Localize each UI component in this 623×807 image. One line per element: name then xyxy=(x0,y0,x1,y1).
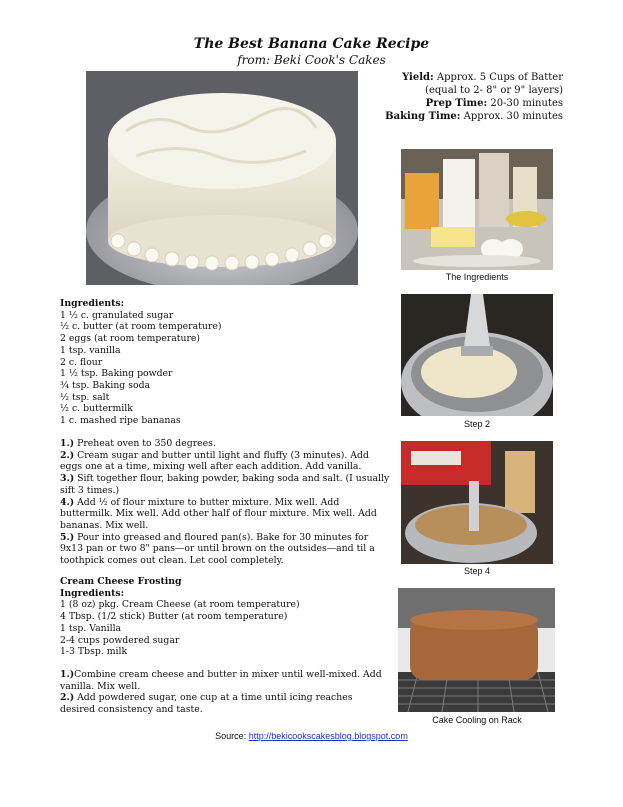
prep-value: 20-30 minutes xyxy=(490,98,563,109)
step-item xyxy=(60,669,390,692)
frosting-steps-block xyxy=(60,669,390,716)
frosted-cake-illustration xyxy=(86,71,358,285)
step4-photo xyxy=(401,441,553,564)
frosted-cake-photo xyxy=(86,71,358,285)
yield-value: Approx. 5 Cups of Batter xyxy=(436,72,563,83)
bake-line xyxy=(343,110,563,123)
ingredient-item: 2-4 cups powdered sugar xyxy=(60,634,180,646)
step-number: 1.) xyxy=(60,669,75,680)
ingredient-item: 1 (8 oz) pkg. Cream Cheese (at room temperature) xyxy=(60,599,300,611)
prep-line xyxy=(343,97,563,110)
step-item xyxy=(60,497,390,532)
step4-caption: Step 4 xyxy=(463,566,491,576)
ingredient-item: 1-3 Tbsp. milk xyxy=(60,646,128,658)
step-text: Pour into greased and floured pan(s). Bake for 30 minutes for 9x13 pan or two 8" pans—or until brown on the outsides—and til a toothpick comes out clean. Let cool completely. xyxy=(60,531,375,567)
ingredient-item: ¾ tsp. Baking soda xyxy=(60,379,151,391)
mixing-butter-illustration xyxy=(401,294,553,416)
source-label: Source: xyxy=(215,731,247,741)
cooling-photo xyxy=(398,588,555,712)
recipe-meta xyxy=(343,71,563,123)
step-item xyxy=(60,450,390,473)
bake-value: Approx. 30 minutes xyxy=(463,111,563,122)
recipe-subtitle: from: Beki Cook's Cakes xyxy=(237,53,386,67)
step-number: 4.) xyxy=(60,496,75,508)
ingredient-item: 1 ½ c. granulated sugar xyxy=(60,309,174,321)
yield-label: Yield: xyxy=(402,72,434,83)
step-number: 2.) xyxy=(60,449,75,461)
bake-label: Baking Time: xyxy=(385,111,461,122)
step-text: Combine cream cheese and butter in mixer until well-mixed. Add vanilla. Mix well. xyxy=(60,669,382,692)
frosting-ingredients-heading: Ingredients: xyxy=(60,587,125,599)
ingredients-caption: The Ingredients xyxy=(445,272,509,282)
ingredient-item: 1 tsp. Vanilla xyxy=(60,622,122,634)
yield-line xyxy=(343,71,563,84)
step-number: 1.) xyxy=(60,438,75,449)
ingredient-item: ½ c. buttermilk xyxy=(60,403,133,415)
frosting-ingredients-block xyxy=(60,576,390,658)
step-number: 5.) xyxy=(60,531,75,543)
cooling-caption: Cake Cooling on Rack xyxy=(432,715,522,725)
ingredients-photo xyxy=(401,149,553,270)
ingredient-item: ½ c. butter (at room temperature) xyxy=(60,321,222,333)
ingredient-item: 1 c. mashed ripe bananas xyxy=(60,415,181,427)
step2-caption: Step 2 xyxy=(463,419,491,429)
ingredient-item: 2 c. flour xyxy=(60,356,103,368)
step-item xyxy=(60,438,390,450)
mixer-batter-illustration xyxy=(401,441,553,564)
step-item xyxy=(60,692,390,715)
cake-steps-block xyxy=(60,438,390,567)
prep-label: Prep Time: xyxy=(425,98,488,109)
step-text: Cream sugar and butter until light and fluffy (3 minutes). Add eggs one at a time, mixing well after each addition. Add vanilla. xyxy=(60,449,369,473)
ingredient-item: 1 ½ tsp. Baking powder xyxy=(60,368,173,380)
frosting-heading: Cream Cheese Frosting xyxy=(60,576,182,587)
ingredient-item: 4 Tbsp. (1/2 stick) Butter (at room temperature) xyxy=(60,611,288,623)
ingredient-item: ½ tsp. salt xyxy=(60,391,110,403)
step-number: 3.) xyxy=(60,473,75,485)
cake-cooling-illustration xyxy=(398,588,555,712)
ingredient-item: 2 eggs (at room temperature) xyxy=(60,333,201,345)
ingredients-illustration xyxy=(401,149,553,270)
step-text: Add powdered sugar, one cup at a time until icing reaches desired consistency and taste. xyxy=(60,692,353,716)
cake-ingredients-heading: Ingredients: xyxy=(60,298,125,309)
step-number: 2.) xyxy=(60,692,75,704)
step-item xyxy=(60,532,390,567)
cake-ingredients-block xyxy=(60,298,390,427)
source-link[interactable]: http://bekicookscakesblog.blogspot.com xyxy=(248,731,408,741)
step-text: Sift together flour, baking powder, baking soda and salt. (I usually sift 3 times.) xyxy=(60,473,390,496)
recipe-title: The Best Banana Cake Recipe xyxy=(193,36,430,52)
ingredient-item: 1 tsp. vanilla xyxy=(60,344,121,356)
step-item xyxy=(60,473,390,496)
step-text: Add ½ of flour mixture to butter mixture. Mix well. Add buttermilk. Mix well. Add other half of flour mixture. Mix well. Add bananas. Mix well. xyxy=(60,496,377,531)
step2-photo xyxy=(401,294,553,416)
step-text: Preheat oven to 350 degrees. xyxy=(77,438,216,449)
yield-note: (equal to 2- 8" or 9" layers) xyxy=(425,85,563,96)
source-line xyxy=(0,731,623,741)
